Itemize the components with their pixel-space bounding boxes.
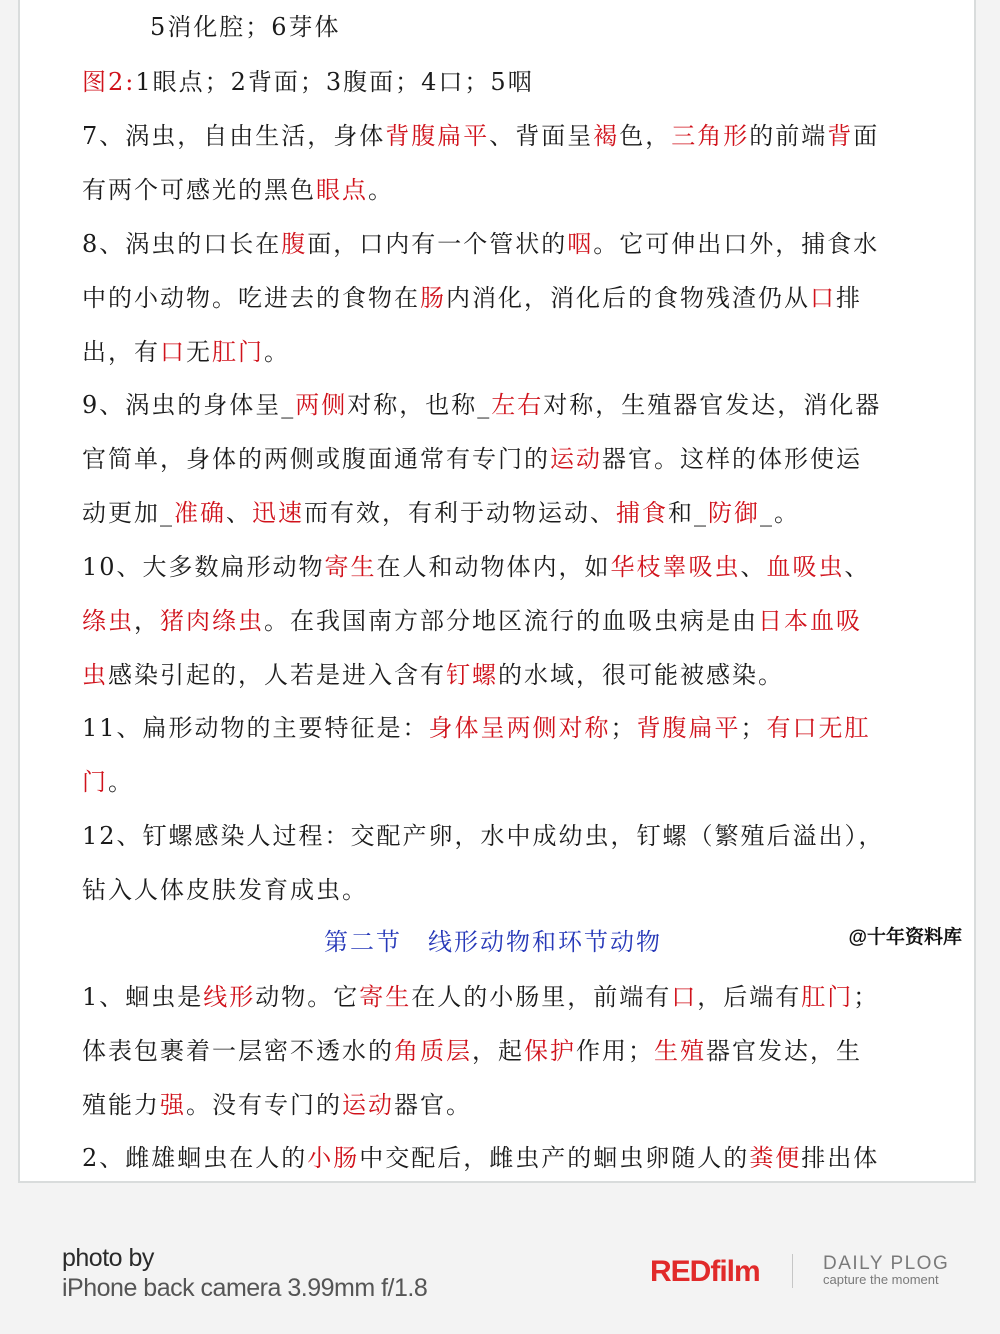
text-line: 9、涡虫的身体呈_两侧对称，也称_左右对称，生殖器官发达，消化器 xyxy=(82,391,882,419)
text-line: 绦虫，猪肉绦虫。在我国南方部分地区流行的血吸虫病是由日本血吸 xyxy=(82,607,862,635)
watermark: @十年资料库 xyxy=(848,927,962,948)
text-line: 5消化腔；6芽体 xyxy=(150,13,341,41)
text-line: 10、大多数扁形动物寄生在人和动物体内，如华枝睾吸虫、血吸虫、 xyxy=(82,553,871,581)
daily-plog-label: DAILY PLOG xyxy=(823,1253,950,1274)
text-line: 2、雌雄蛔虫在人的小肠中交配后，雌虫产的蛔虫卵随人的粪便排出体 xyxy=(82,1144,880,1172)
photo-footer xyxy=(0,1210,1000,1334)
text-line: 官简单，身体的两侧或腹面通常有专门的运动器官。这样的体形使运 xyxy=(82,445,862,473)
capture-tagline: capture the moment xyxy=(823,1272,939,1287)
footer-divider xyxy=(792,1254,793,1288)
text-line: 中的小动物。吃进去的食物在肠内消化，消化后的食物残渣仍从口排 xyxy=(82,284,862,312)
text-line: 虫感染引起的，人若是进入含有钉螺的水域，很可能被感染。 xyxy=(82,661,784,689)
text-line: 12、钉螺感染人过程：交配产卵，水中成幼虫，钉螺（繁殖后溢出）， xyxy=(82,822,885,850)
text-line: 有两个可感光的黑色眼点。 xyxy=(82,176,394,204)
text-line: 出，有口无肛门。 xyxy=(82,338,290,366)
camera-info: iPhone back camera 3.99mm f/1.8 xyxy=(62,1274,428,1302)
photo-by-label: photo by xyxy=(62,1244,154,1272)
figure-caption: 图2:1眼点；2背面；3腹面；4口；5咽 xyxy=(82,68,534,96)
text-line: 7、涡虫，自由生活，身体背腹扁平、背面呈褐色，三角形的前端背面 xyxy=(82,122,880,150)
text-line: 体表包裹着一层密不透水的角质层，起保护作用；生殖器官发达，生 xyxy=(82,1037,862,1065)
redfilm-logo: REDfilm xyxy=(650,1255,760,1288)
text-line: 动更加_准确、迅速而有效，有利于动物运动、捕食和_防御_。 xyxy=(82,499,800,527)
document-page xyxy=(18,0,976,1183)
text-line: 殖能力强。没有专门的运动器官。 xyxy=(82,1091,472,1119)
text-line: 1、蛔虫是线形动物。它寄生在人的小肠里，前端有口，后端有肛门； xyxy=(82,983,880,1011)
text-line: 8、涡虫的口长在腹面，口内有一个管状的咽。它可伸出口外，捕食水 xyxy=(82,230,880,258)
section-title: 第二节 线形动物和环节动物 xyxy=(324,928,662,956)
text-line: 11、扁形动物的主要特征是：身体呈两侧对称；背腹扁平；有口无肛 xyxy=(82,714,871,742)
text-line: 钻入人体皮肤发育成虫。 xyxy=(82,876,368,904)
text-line: 门。 xyxy=(82,768,134,796)
